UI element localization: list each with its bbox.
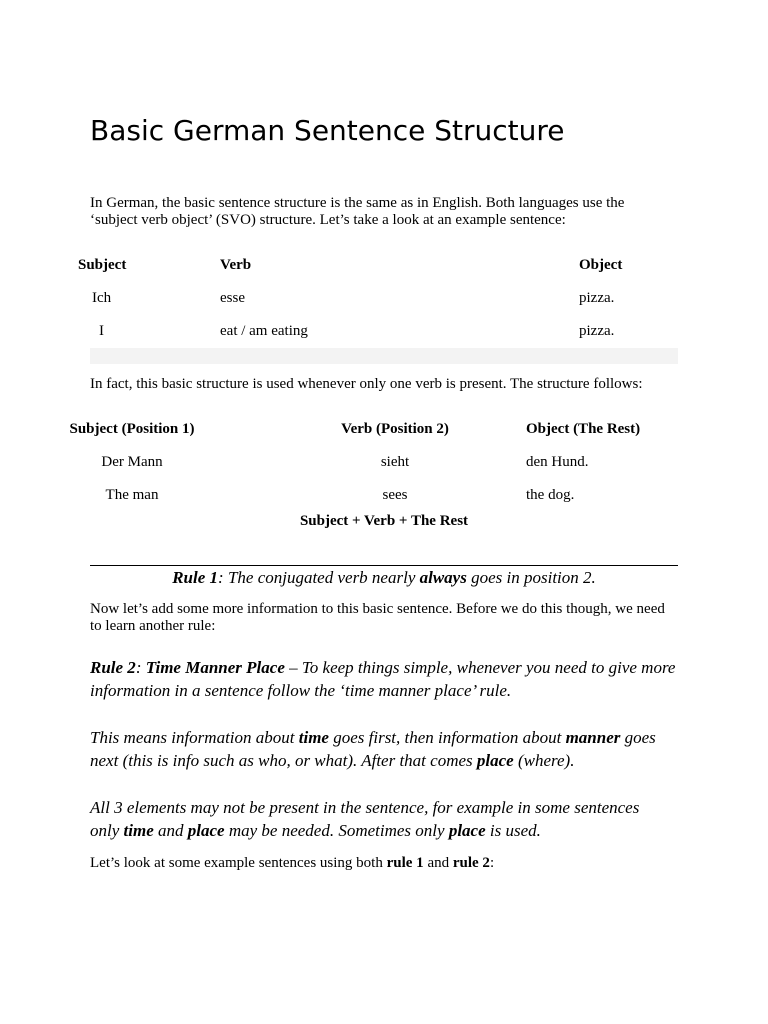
means-place: place — [476, 751, 514, 770]
rule-2-statement — [90, 656, 690, 702]
table2-cell-subject: The man — [105, 487, 159, 503]
table1-header-verb: Verb — [220, 257, 252, 273]
table2-header-object: Object (The Rest) — [526, 421, 641, 437]
table2-header-subject: Subject (Position 1) — [69, 421, 195, 437]
table2-cell-verb: sieht — [380, 454, 410, 470]
table2-cell-verb: sees — [382, 487, 408, 503]
rule-1-label: Rule 1 — [172, 568, 219, 587]
table1-cell-verb: esse — [220, 290, 245, 306]
means-text: (where). — [513, 751, 575, 770]
rule-2-text-line-2: information in a sentence follow the ‘time manner place’ rule. — [90, 681, 512, 700]
lets-look-paragraph — [90, 855, 690, 872]
elements-time: time — [123, 821, 154, 840]
add-info-line-2: to learn another rule: — [90, 618, 216, 634]
page-title: Basic German Sentence Structure — [90, 114, 565, 147]
table1-cell-verb: eat / am eating — [220, 323, 308, 339]
lets-look-text: Let’s look at some example sentences using both — [90, 855, 387, 871]
elements-paragraph — [90, 796, 690, 842]
table1-cell-object: pizza. — [579, 323, 615, 339]
elements-text: and — [153, 821, 188, 840]
means-text: This means information about — [90, 728, 299, 747]
structure-formula: Subject + Verb + The Rest — [299, 513, 469, 529]
table2-cell-object: den Hund. — [526, 454, 589, 470]
intro-paragraph — [90, 195, 690, 229]
rule-1-text: : The conjugated verb nearly — [218, 568, 420, 587]
table1-shaded-row — [90, 348, 678, 364]
table2-header-verb: Verb (Position 2) — [341, 421, 449, 437]
elements-text: is used. — [485, 821, 541, 840]
elements-text: may be needed. Sometimes only — [224, 821, 449, 840]
elements-place: place — [448, 821, 486, 840]
elements-place: place — [187, 821, 225, 840]
lets-look-rule-1: rule 1 — [386, 855, 424, 871]
intro-line-2: ‘subject verb object’ (SVO) structure. Let’s take a look at an example sentence: — [90, 212, 566, 228]
intro-line-1: In German, the basic sentence structure is the same as in English. Both languages use the — [90, 195, 625, 211]
table1-header-subject: Subject — [78, 257, 127, 273]
lets-look-text: and — [423, 855, 453, 871]
rule-1-text-end: goes in position 2. — [466, 568, 596, 587]
rule-2-sep: : — [135, 658, 146, 677]
elements-text: only — [90, 821, 124, 840]
horizontal-divider — [90, 565, 678, 566]
table2-cell-object: the dog. — [526, 487, 575, 503]
table1-cell-object: pizza. — [579, 290, 615, 306]
table2-cell-subject: Der Mann — [101, 454, 163, 470]
rule-2-label: Rule 2 — [90, 658, 136, 677]
add-info-paragraph — [90, 601, 690, 635]
elements-line-1: All 3 elements may not be present in the sentence, for example in some sentences — [90, 798, 640, 817]
rule-1-statement — [90, 568, 678, 588]
table1-cell-subject: Ich — [92, 290, 112, 306]
table1-header-object: Object — [579, 257, 623, 273]
rule-2-name: Time Manner Place — [145, 658, 285, 677]
means-text: next (this is info such as who, or what). After that comes — [90, 751, 477, 770]
table1-cell-subject: I — [99, 323, 104, 339]
lets-look-rule-2: rule 2 — [452, 855, 490, 871]
fact-paragraph: In fact, this basic structure is used whenever only one verb is present. The structure follows: — [90, 376, 643, 392]
means-text: goes — [620, 728, 656, 747]
means-text: goes first, then information about — [328, 728, 566, 747]
means-paragraph — [90, 726, 690, 772]
lets-look-text: : — [489, 855, 495, 871]
rule-1-emphasis: always — [419, 568, 467, 587]
add-info-line-1: Now let’s add some more information to this basic sentence. Before we do this though, we need — [90, 601, 665, 617]
rule-2-text: – To keep things simple, whenever you need to give more — [284, 658, 676, 677]
means-time: time — [298, 728, 329, 747]
means-manner: manner — [565, 728, 621, 747]
